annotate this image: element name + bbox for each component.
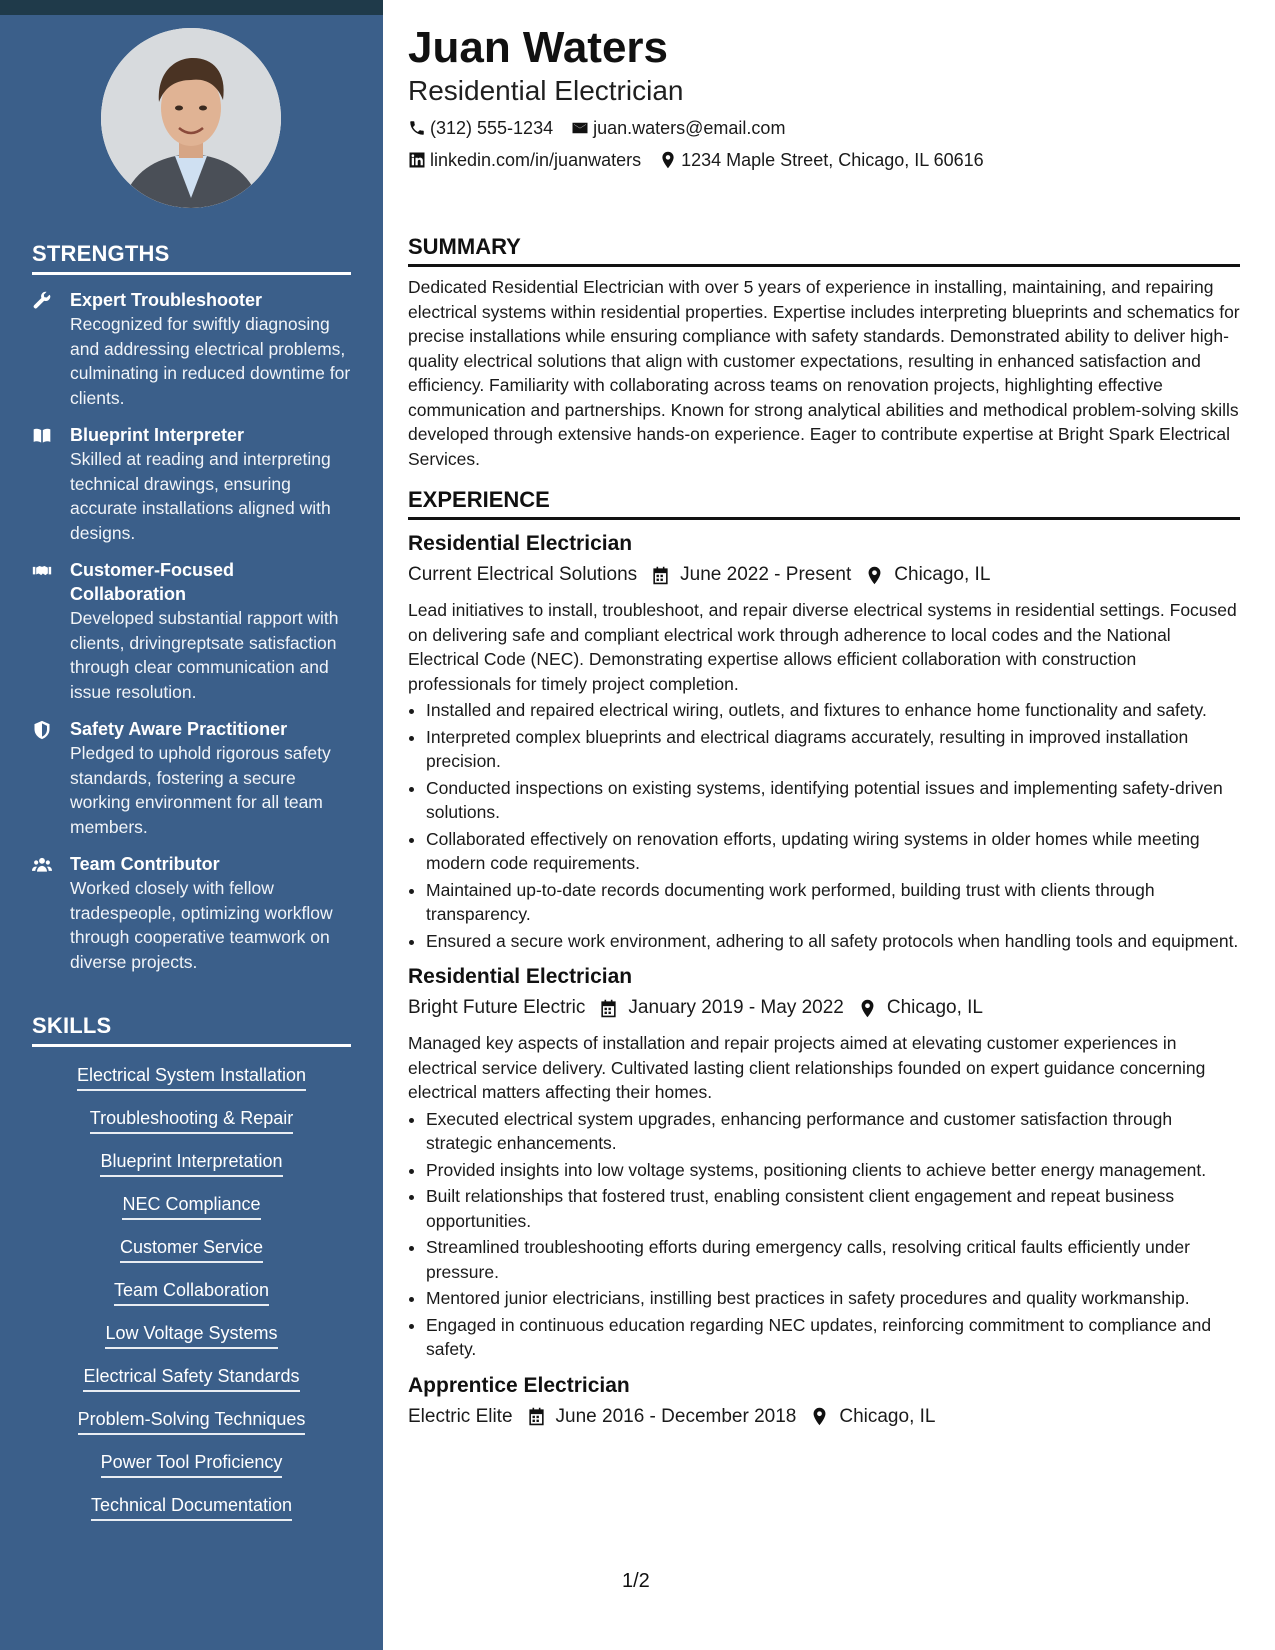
summary-text: Dedicated Residential Electrician with over 5 years of experience in installing, maintaining, and repairing electrical systems within residential properties. Expertise includes interpreting blueprints and schematics for precise installations while ensuring compliance with safety standards. Demonstrated ability to deliver high-quality electrical solutions that align with customer expectations, resulting in enhanced satisfaction and efficiency. Familiarity with collaborating across teams on renovation projects, highlighting effective communication and partnerships. Known for strong analytical abilities and methodical problem-solving skills developed through extensive hands-on experience. Eager to contribute expertise at Bright Spark Electrical Services. xyxy=(408,277,1240,469)
job-dates-wrap xyxy=(599,993,843,1023)
map-pin-icon xyxy=(858,999,877,1018)
job-location-wrap xyxy=(865,560,990,590)
skill-item: Power Tool Proficiency xyxy=(101,1450,283,1478)
skill-item: Electrical System Installation xyxy=(77,1063,306,1091)
phone-contact xyxy=(408,114,553,142)
job-description: Managed key aspects of installation and repair projects aimed at elevating customer experiences in electrical service delivery. Cultivated lasting client relationships founded on expert guidance concerning electrical matters affecting their homes. xyxy=(408,1033,1206,1102)
person-title: Residential Electrician xyxy=(408,75,684,106)
job-bullet: • Mentored junior electricians, instilling best practices in safety procedures and quality workmanship. xyxy=(426,1286,1240,1311)
job-meta xyxy=(408,1402,1240,1432)
linkedin-text[interactable]: linkedin.com/in/juanwaters xyxy=(430,150,642,170)
summary-heading: SUMMARY xyxy=(408,234,1240,267)
job-bullets xyxy=(408,698,1240,953)
job-description: Lead initiatives to install, troubleshoot, and repair diverse electrical systems in residential settings. Focused on delivering safe and compliant electrical work through adherence to local codes and the National Electrical Code (NEC). Demonstrating expertise allows efficient collaboration with construction professionals for timely project completion. xyxy=(408,600,1237,694)
job-location: Chicago, IL xyxy=(894,564,991,585)
job-bullet: • Installed and repaired electrical wiring, outlets, and fixtures to enhance home functionality and safety. xyxy=(426,698,1240,723)
job-bullet: • Streamlined troubleshooting efforts during emergency calls, resolving critical faults efficiently under pressure. xyxy=(426,1235,1240,1284)
job-bullet: • Conducted inspections on existing systems, identifying potential issues and implementing safety-driven solutions. xyxy=(426,776,1240,825)
skill-item: Troubleshooting & Repair xyxy=(90,1106,293,1134)
skills-heading: SKILLS xyxy=(32,1013,351,1047)
calendar-icon xyxy=(651,566,670,585)
job-bullet: • Interpreted complex blueprints and electrical diagrams accurately, resulting in improved installation precision. xyxy=(426,725,1240,774)
strength-title: Customer-Focused Collaboration xyxy=(70,560,235,604)
strengths-heading: STRENGTHS xyxy=(32,241,351,275)
job-dates: January 2019 - May 2022 xyxy=(628,997,844,1018)
job-location: Chicago, IL xyxy=(839,1405,936,1427)
skill-item: Low Voltage Systems xyxy=(105,1321,277,1349)
job-bullet: • Collaborated effectively on renovation efforts, updating wiring systems in older homes while meeting modern code requirements. xyxy=(426,827,1240,876)
phone-text: (312) 555-1234 xyxy=(430,118,554,138)
job-company: Current Electrical Solutions xyxy=(408,564,638,585)
strength-desc: Worked closely with fellow tradespeople, optimizing workflow through cooperative teamwork on diverse projects. xyxy=(70,878,333,972)
job-meta xyxy=(408,560,1240,590)
job-bullets xyxy=(408,1107,1240,1362)
skill-item: Customer Service xyxy=(120,1235,263,1263)
shield-icon xyxy=(32,717,56,839)
job-location: Chicago, IL xyxy=(886,997,983,1018)
job-entry xyxy=(408,963,1240,1362)
avatar-photo xyxy=(101,28,281,208)
sidebar xyxy=(0,0,383,1650)
envelope-icon xyxy=(571,119,589,137)
job-location-wrap xyxy=(810,1402,935,1432)
linkedin-contact[interactable] xyxy=(408,146,641,174)
skill-item: Electrical Safety Standards xyxy=(83,1364,299,1392)
job-entry xyxy=(408,530,1240,953)
handshake-icon xyxy=(32,558,56,704)
job-bullet: • Provided insights into low voltage systems, positioning clients to achieve better energy management. xyxy=(426,1158,1240,1183)
strength-item xyxy=(32,852,351,974)
skills-list xyxy=(32,1063,351,1521)
job-dates-wrap xyxy=(651,560,851,590)
job-bullet: • Maintained up-to-date records documenting work performed, building trust with clients through transparency. xyxy=(426,878,1240,927)
skill-item: Technical Documentation xyxy=(91,1493,292,1521)
strength-title: Safety Aware Practitioner xyxy=(70,719,288,739)
job-dates: June 2016 - December 2018 xyxy=(555,1405,797,1427)
phone-icon xyxy=(408,119,426,137)
strength-title: Expert Troubleshooter xyxy=(70,290,263,310)
strength-title: Team Contributor xyxy=(70,854,220,874)
strength-desc: Recognized for swiftly diagnosing and addressing electrical problems, culminating in reduced downtime for clients. xyxy=(70,314,351,408)
strength-item xyxy=(32,288,351,410)
avatar xyxy=(101,28,281,208)
skill-item: Problem-Solving Techniques xyxy=(78,1407,306,1435)
page-number: 1/2 xyxy=(622,1570,650,1592)
strength-desc: Developed substantial rapport with clients, drivingreptsate satisfaction through clear communication and issue resolution. xyxy=(70,608,339,702)
strength-desc: Skilled at reading and interpreting technical drawings, ensuring accurate installations aligned with designs. xyxy=(70,449,331,543)
strength-desc: Pledged to uphold rigorous safety standards, fostering a secure working environment for all team members. xyxy=(70,743,331,837)
calendar-icon xyxy=(527,1407,546,1426)
person-name: Juan Waters xyxy=(408,23,669,72)
job-company: Bright Future Electric xyxy=(408,997,586,1018)
email-contact[interactable] xyxy=(571,114,785,142)
calendar-icon xyxy=(599,999,618,1018)
job-dates: June 2022 - Present xyxy=(680,564,852,585)
job-bullet: • Ensured a secure work environment, adhering to all safety protocols when handling tools and equipment. xyxy=(426,929,1240,954)
skill-item: Team Collaboration xyxy=(114,1278,269,1306)
job-bullet: • Built relationships that fostered trust, enabling consistent client engagement and repeat business opportunities. xyxy=(426,1184,1240,1233)
job-bullet: • Executed electrical system upgrades, enhancing performance and customer satisfaction through strategic enhancements. xyxy=(426,1107,1240,1156)
users-icon xyxy=(32,852,56,974)
job-entry xyxy=(408,1372,1240,1432)
book-icon xyxy=(32,423,56,545)
linkedin-icon xyxy=(408,151,426,169)
job-title: Apprentice Electrician xyxy=(408,1373,630,1397)
skill-item: NEC Compliance xyxy=(122,1192,260,1220)
map-pin-icon xyxy=(659,151,677,169)
job-company: Electric Elite xyxy=(408,1405,513,1427)
job-location-wrap xyxy=(858,993,983,1023)
strength-item xyxy=(32,717,351,839)
skill-item: Blueprint Interpretation xyxy=(100,1149,282,1177)
job-title: Residential Electrician xyxy=(408,965,633,988)
strengths-section xyxy=(32,241,351,974)
main-content xyxy=(408,22,1240,1432)
job-meta xyxy=(408,993,1240,1023)
job-dates-wrap xyxy=(527,1402,797,1432)
address-text: 1234 Maple Street, Chicago, IL 60616 xyxy=(681,150,984,170)
experience-heading: EXPERIENCE xyxy=(408,487,1240,520)
sidebar-top-bar xyxy=(0,0,383,15)
wrench-icon xyxy=(32,288,56,410)
contact-row-2 xyxy=(408,146,1240,174)
address-contact xyxy=(659,146,984,174)
strength-item xyxy=(32,558,351,704)
job-bullet: • Engaged in continuous education regarding NEC updates, reinforcing commitment to compliance and safety. xyxy=(426,1313,1240,1362)
map-pin-icon xyxy=(810,1407,829,1426)
contact-row xyxy=(408,114,1240,142)
job-title: Residential Electrician xyxy=(408,532,633,555)
strength-item xyxy=(32,423,351,545)
email-text[interactable]: juan.waters@email.com xyxy=(593,118,786,138)
skills-section xyxy=(32,1013,351,1536)
strength-title: Blueprint Interpreter xyxy=(70,425,245,445)
map-pin-icon xyxy=(865,566,884,585)
